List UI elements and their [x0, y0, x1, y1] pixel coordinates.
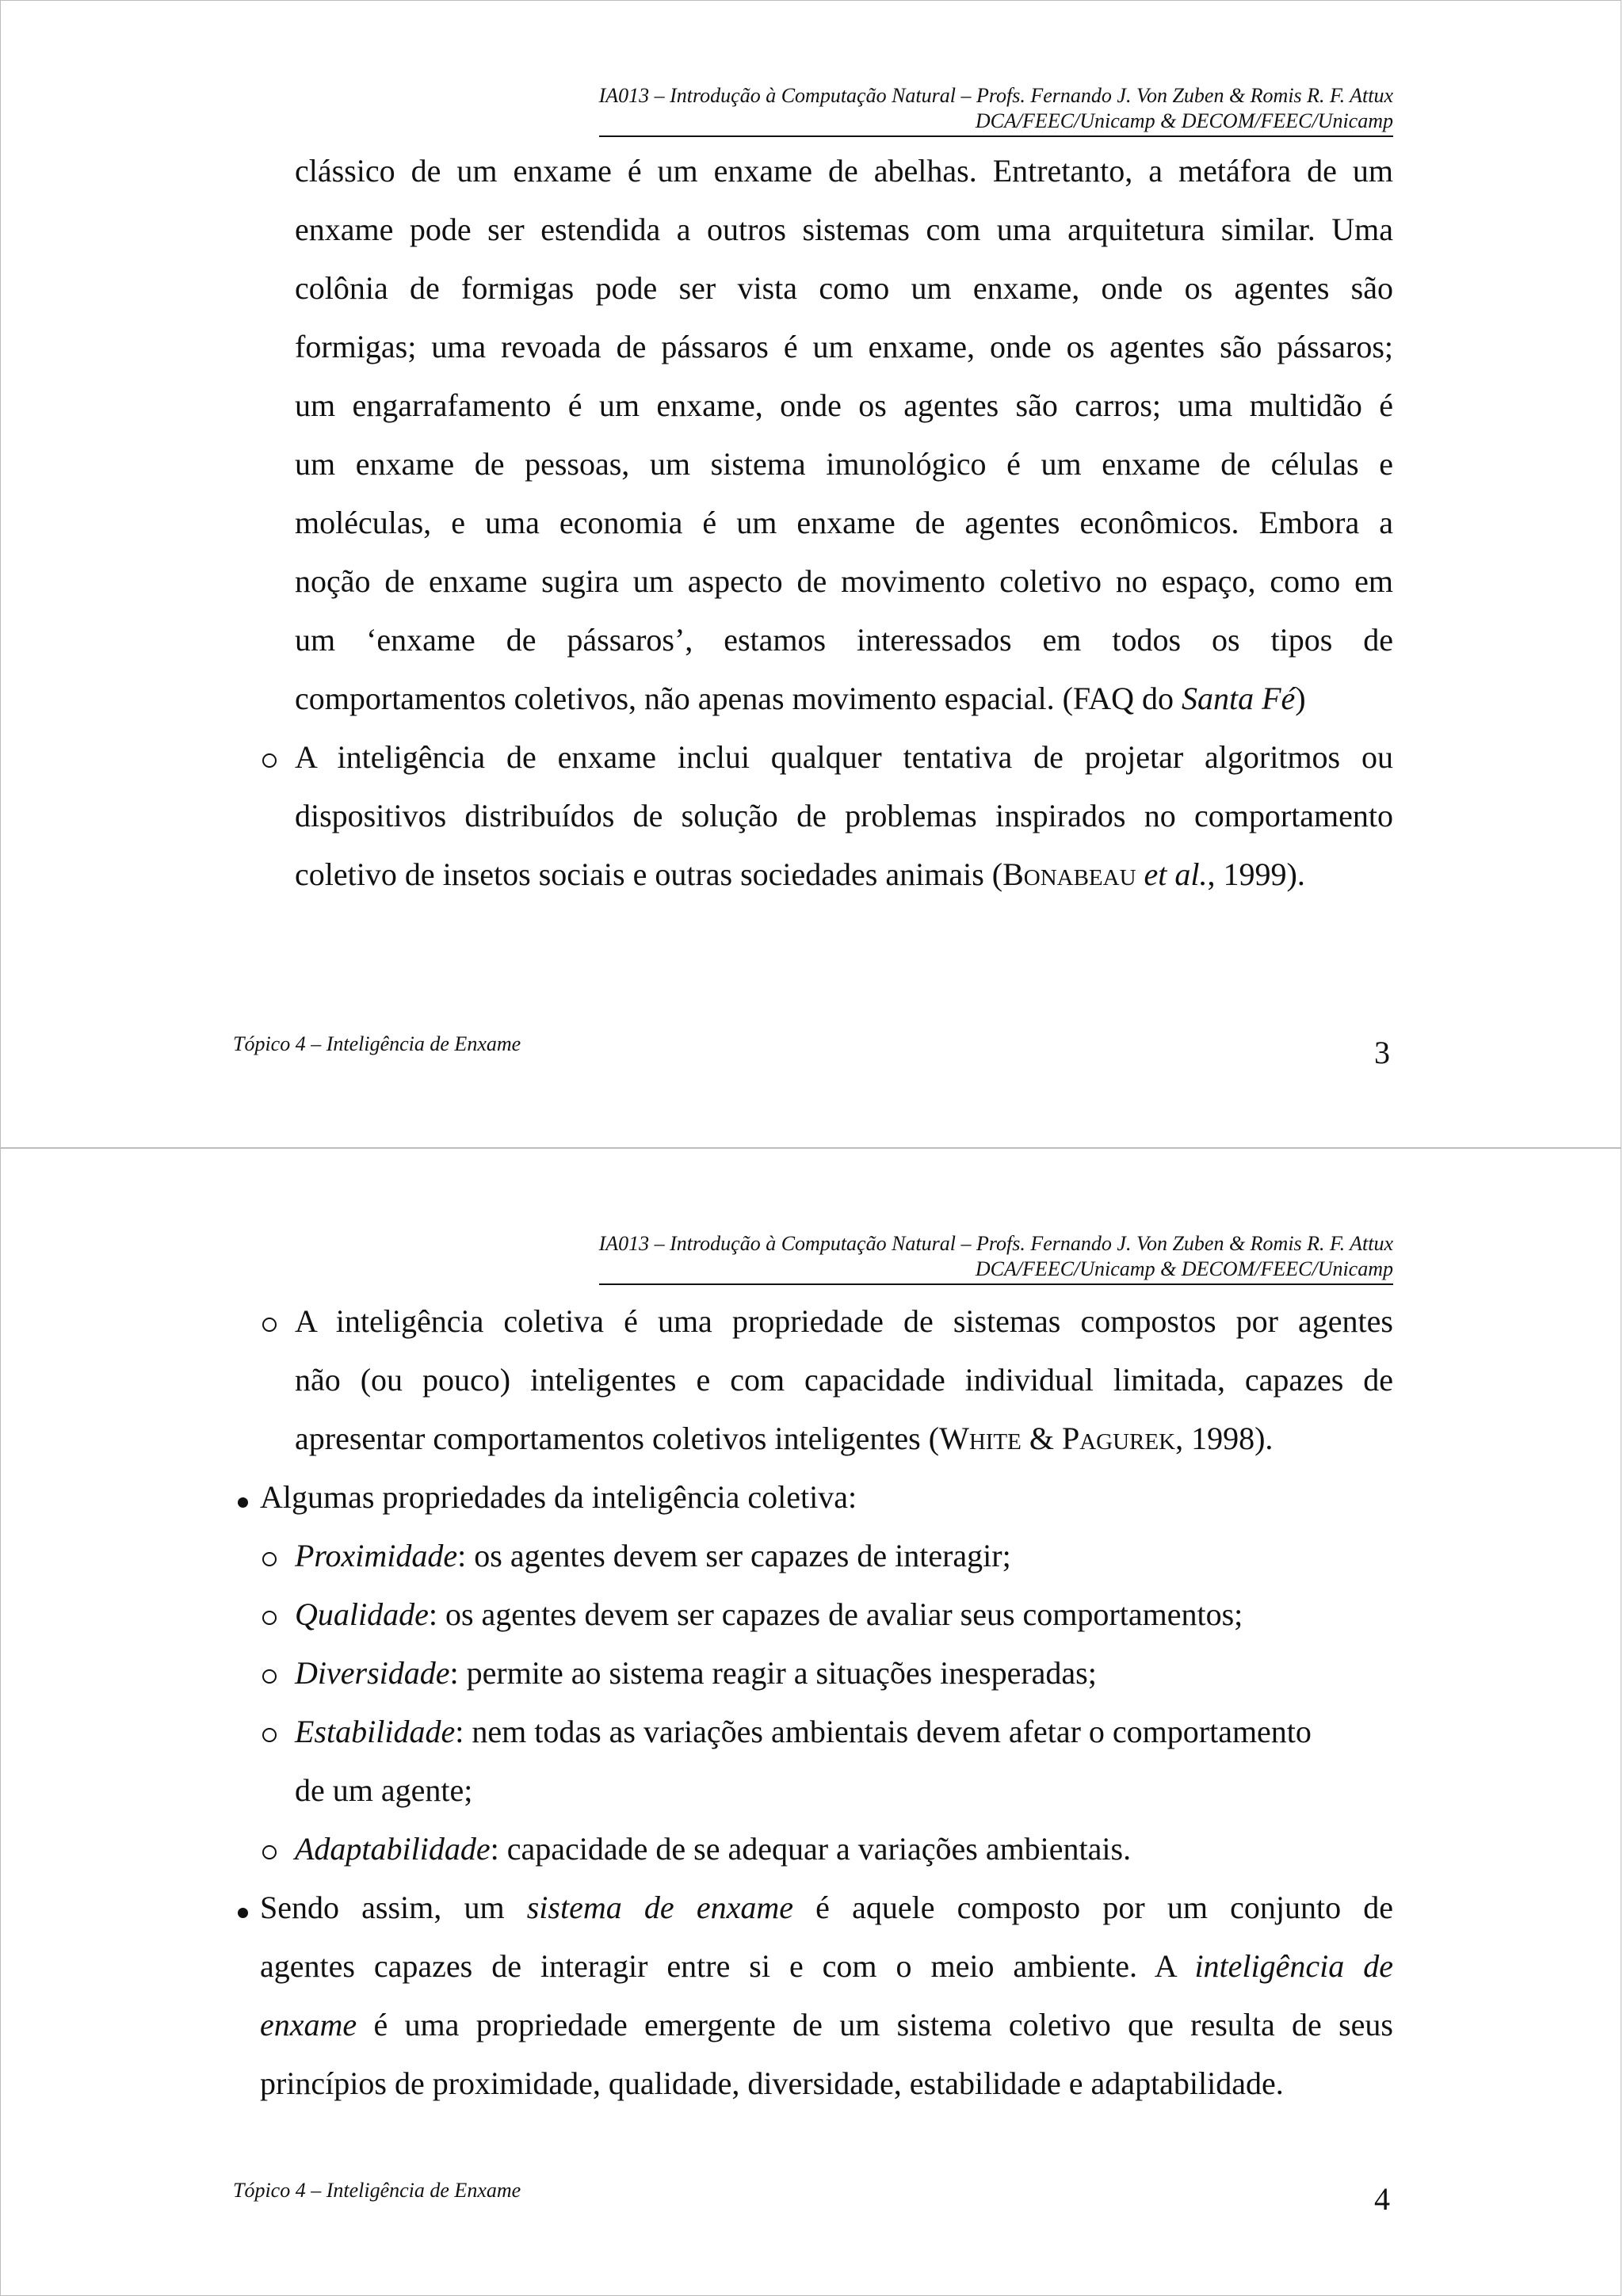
text-line: um ‘enxame de pássaros’, estamos interessados em todos os tipos de	[295, 622, 1393, 658]
property-term: Estabilidade	[295, 1714, 456, 1749]
list-item-line: A inteligência coletiva é uma propriedade de sistemas compostos por agentes	[295, 1303, 1393, 1339]
property-term: Adaptabilidade	[295, 1831, 491, 1867]
text-line: enxame pode ser estendida a outros sistemas com uma arquitetura similar. Uma	[295, 212, 1393, 247]
footer-topic: Tópico 4 – Inteligência de Enxame	[233, 2179, 521, 2202]
bullet-text: enxame é uma propriedade emergente de um sistema coletivo que resulta de seus	[260, 2007, 1393, 2042]
header-department-line: DCA/FEEC/Unicamp & DECOM/FEEC/Unicamp	[975, 1257, 1393, 1280]
bullet-dot-icon	[238, 1908, 248, 1918]
circle-bullet-icon	[262, 1845, 277, 1859]
header-department-line: DCA/FEEC/Unicamp & DECOM/FEEC/Unicamp	[975, 109, 1393, 132]
list-item-line: A inteligência de enxame inclui qualquer tentativa de projetar algoritmos ou	[295, 739, 1393, 775]
text-line: comportamentos coletivos, não apenas movimento espacial. (FAQ do Santa Fé)	[295, 681, 1306, 716]
property-item-continuation: de um agente;	[295, 1772, 473, 1808]
list-item-line: apresentar comportamentos coletivos inteligentes (WHITE & PAGUREK, 1998).	[295, 1421, 1274, 1456]
property-item: Qualidade: os agentes devem ser capazes de avaliar seus comportamentos;	[295, 1596, 1243, 1632]
circle-bullet-icon	[262, 1669, 277, 1684]
bullet-text: agentes capazes de interagir entre si e com o meio ambiente. A inteligência de	[260, 1948, 1393, 1984]
property-item: Estabilidade: nem todas as variações ambientais devem afetar o comportamento	[295, 1714, 1312, 1749]
header-course-line: IA013 – Introdução à Computação Natural – Profs. Fernando J. Von Zuben & Romis R. F. Attux	[598, 1232, 1393, 1255]
property-item: Diversidade: permite ao sistema reagir a situações inesperadas;	[295, 1655, 1097, 1691]
circle-bullet-icon	[262, 1611, 277, 1625]
text-line: formigas; uma revoada de pássaros é um enxame, onde os agentes são pássaros;	[295, 329, 1393, 364]
santa-fe-reference: Santa Fé	[1181, 681, 1296, 716]
text-line: colônia de formigas pode ser vista como um enxame, onde os agentes são	[295, 270, 1393, 306]
bullet-text: Sendo assim, um sistema de enxame é aquele composto por um conjunto de	[260, 1890, 1394, 1925]
property-term: Proximidade	[295, 1538, 458, 1573]
circle-bullet-icon	[262, 753, 277, 768]
property-item: Adaptabilidade: capacidade de se adequar a variações ambientais.	[295, 1831, 1132, 1867]
property-item: Proximidade: os agentes devem ser capazes de interagir;	[295, 1538, 1011, 1573]
page-number: 4	[1374, 2181, 1390, 2217]
bullet-text: princípios de proximidade, qualidade, diversidade, estabilidade e adaptabilidade.	[260, 2065, 1284, 2101]
text-line: clássico de um enxame é um enxame de abelhas. Entretanto, a metáfora de um	[295, 153, 1393, 189]
text-line: um engarrafamento é um enxame, onde os agentes são carros; uma multidão é	[295, 387, 1393, 423]
bullet-dot-icon	[238, 1497, 248, 1508]
circle-bullet-icon	[262, 1552, 277, 1566]
slide-page-4	[0, 1148, 1621, 2296]
list-item-line: coletivo de insetos sociais e outras sociedades animais (BONABEAU et al., 1999).	[295, 856, 1305, 892]
circle-bullet-icon	[262, 1318, 277, 1332]
property-term: Qualidade	[295, 1596, 429, 1632]
slide-header	[599, 1231, 1393, 1285]
text-line: moléculas, e uma economia é um enxame de agentes econômicos. Embora a	[295, 505, 1393, 540]
text-line: noção de enxame sugira um aspecto de movimento coletivo no espaço, como em	[295, 563, 1393, 599]
text-line: um enxame de pessoas, um sistema imunológico é um enxame de células e	[295, 446, 1393, 482]
page-number: 3	[1374, 1035, 1390, 1070]
list-item-line: não (ou pouco) inteligentes e com capacidade individual limitada, capazes de	[295, 1362, 1393, 1398]
property-term: Diversidade	[295, 1655, 450, 1691]
circle-bullet-icon	[262, 1728, 277, 1742]
footer-topic: Tópico 4 – Inteligência de Enxame	[233, 1032, 521, 1055]
slide-header	[599, 83, 1393, 137]
list-item-line: dispositivos distribuídos de solução de problemas inspirados no comportamento	[295, 798, 1393, 833]
bullet-text: Algumas propriedades da inteligência coletiva:	[260, 1479, 857, 1515]
slide-page-3	[0, 0, 1621, 1148]
header-course-line: IA013 – Introdução à Computação Natural – Profs. Fernando J. Von Zuben & Romis R. F. Attux	[598, 84, 1393, 107]
